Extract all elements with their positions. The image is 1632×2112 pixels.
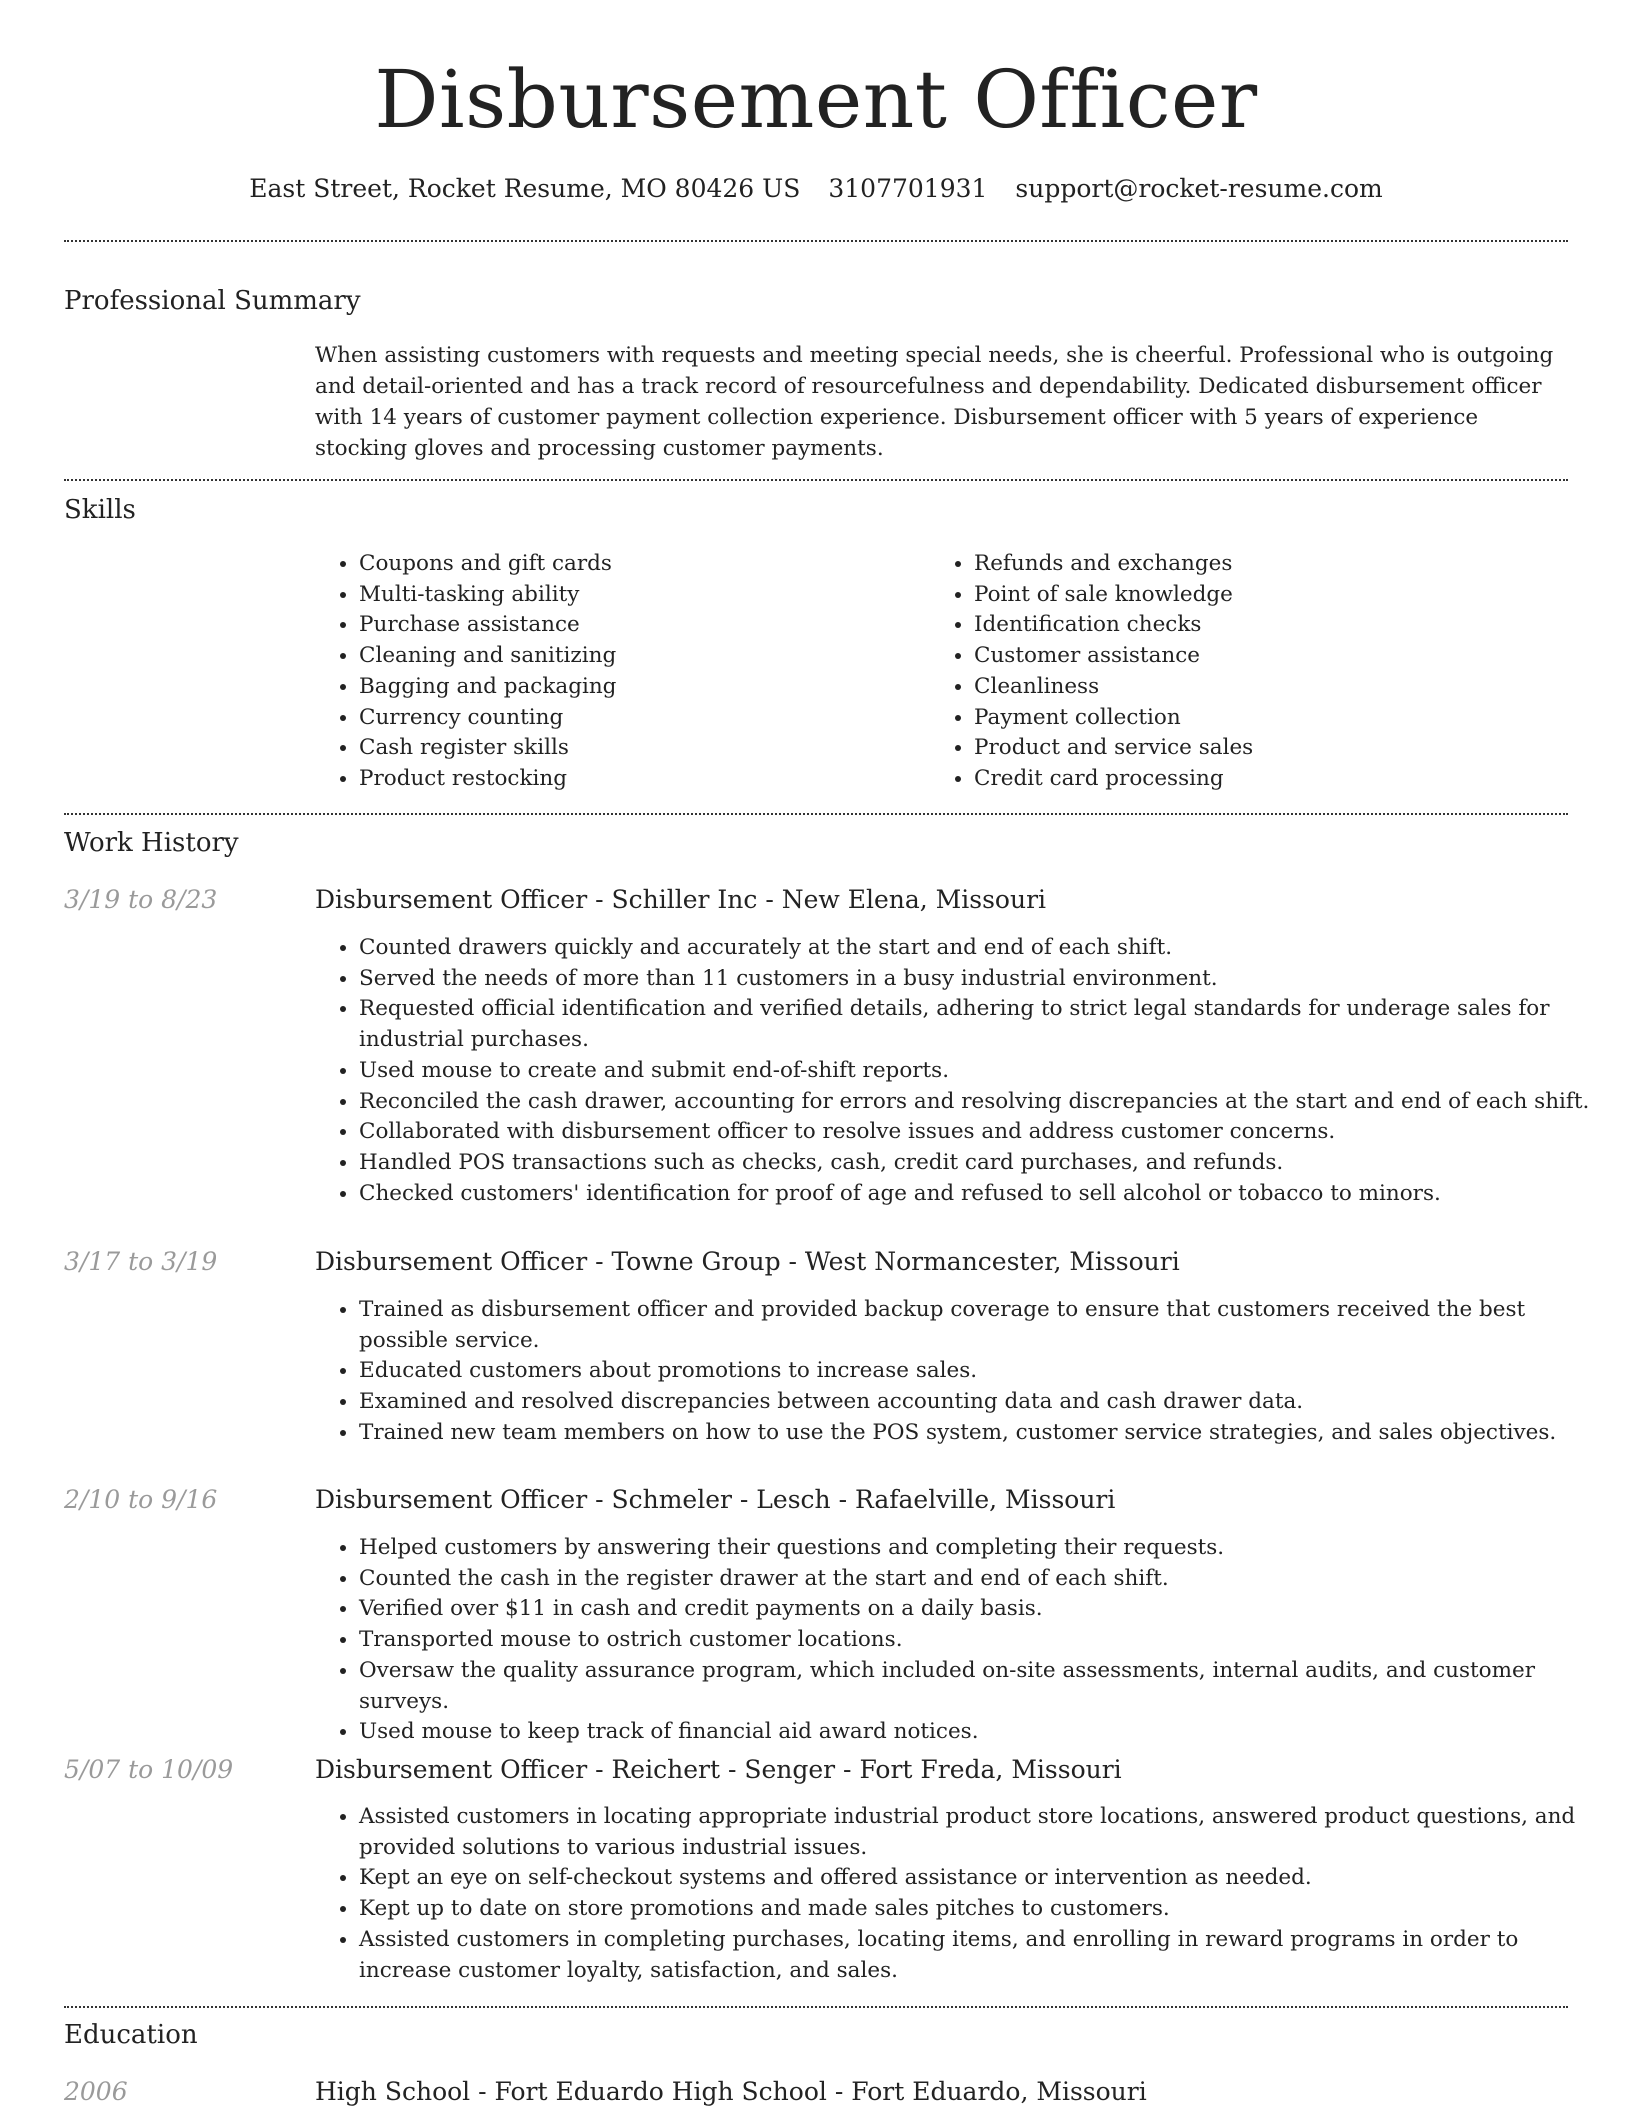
- summary-section-title: Professional Summary: [64, 286, 361, 316]
- skill-item: • Cleaning and sanitizing: [359, 641, 616, 672]
- skill-item: • Cash register skills: [359, 733, 616, 764]
- work-section-title: Work History: [64, 828, 239, 858]
- skills-list-right: [930, 549, 1253, 795]
- skill-item: • Coupons and gift cards: [359, 549, 616, 580]
- job-bullet-list: [315, 933, 1617, 1209]
- education-title: High School - Fort Eduardo High School - Fort Eduardo, Missouri: [315, 2077, 1147, 2106]
- job-title: Disbursement Officer - Schmeler - Lesch - Rafaelville, Missouri: [315, 1485, 1116, 1514]
- job-bullet: • Assisted customers in completing purchases, locating items, and enrolling in reward programs in order to increase customer loyalty, satisfaction, and sales.: [359, 1925, 1617, 1986]
- section-divider: [64, 813, 1568, 815]
- job-bullet: • Used mouse to keep track of financial aid award notices.: [359, 1717, 1617, 1748]
- contact-line: [0, 172, 1632, 206]
- job-bullet: • Requested official identification and verified details, adhering to strict legal standards for underage sales for industrial purchases.: [359, 994, 1617, 1055]
- job-bullet: • Assisted customers in locating appropriate industrial product store locations, answered product questions, and provided solutions to various industrial issues.: [359, 1802, 1617, 1863]
- skill-item: • Bagging and packaging: [359, 672, 616, 703]
- contact-phone: 3107701931: [828, 174, 988, 203]
- job-bullet: • Kept up to date on store promotions and made sales pitches to customers.: [359, 1894, 1617, 1925]
- section-divider: [64, 2006, 1568, 2008]
- job-bullet: • Kept an eye on self-checkout systems and offered assistance or intervention as needed.: [359, 1863, 1617, 1894]
- job-bullet: • Trained new team members on how to use the POS system, customer service strategies, and sales objectives.: [359, 1418, 1617, 1449]
- job-dates: 3/19 to 8/23: [64, 885, 218, 914]
- job-bullet: • Trained as disbursement officer and provided backup coverage to ensure that customers received the best possible service.: [359, 1295, 1617, 1356]
- skills-section-title: Skills: [64, 495, 136, 525]
- job-bullet: • Served the needs of more than 11 customers in a busy industrial environment.: [359, 964, 1617, 995]
- job-bullet: • Handled POS transactions such as checks, cash, credit card purchases, and refunds.: [359, 1148, 1617, 1179]
- summary-text: When assisting customers with requests and meeting special needs, she is cheerful. Professional who is outgoing and detail-oriented and has a track record of resourcefulness and dependability. Dedicated disbursement officer with 14 years of customer payment collection experience. Disbursement officer with 5 years of experience stocking gloves and processing customer payments.: [315, 343, 1554, 461]
- job-bullet: • Counted the cash in the register drawer at the start and end of each shift.: [359, 1564, 1617, 1595]
- job-bullet-list: [315, 1295, 1617, 1449]
- section-divider: [64, 479, 1568, 481]
- job-bullet: • Examined and resolved discrepancies between accounting data and cash drawer data.: [359, 1387, 1617, 1418]
- skills-list-left: [315, 549, 616, 795]
- job-bullet-list: [315, 1533, 1617, 1748]
- job-bullet: • Checked customers' identification for proof of age and refused to sell alcohol or tobacco to minors.: [359, 1179, 1617, 1210]
- job-dates: 3/17 to 3/19: [64, 1247, 218, 1276]
- job-bullet: • Transported mouse to ostrich customer locations.: [359, 1625, 1617, 1656]
- job-bullet: • Used mouse to create and submit end-of-shift reports.: [359, 1056, 1617, 1087]
- job-dates: 2/10 to 9/16: [64, 1485, 218, 1514]
- contact-address: East Street, Rocket Resume, MO 80426 US: [249, 174, 801, 203]
- skill-item: • Credit card processing: [974, 764, 1253, 795]
- job-bullet: • Reconciled the cash drawer, accounting for errors and resolving discrepancies at the start and end of each shift.: [359, 1087, 1617, 1118]
- job-bullet-list: [315, 1802, 1617, 1986]
- skill-item: • Purchase assistance: [359, 610, 616, 641]
- job-bullet: • Oversaw the quality assurance program, which included on-site assessments, internal audits, and customer surveys.: [359, 1656, 1617, 1717]
- job-bullet: • Counted drawers quickly and accurately at the start and end of each shift.: [359, 933, 1617, 964]
- skill-item: • Currency counting: [359, 703, 616, 734]
- skill-item: • Customer assistance: [974, 641, 1253, 672]
- job-dates: 5/07 to 10/09: [64, 1755, 234, 1784]
- contact-email[interactable]: support@rocket-resume.com: [1015, 174, 1383, 203]
- job-title: Disbursement Officer - Schiller Inc - New Elena, Missouri: [315, 885, 1047, 914]
- job-bullet: • Helped customers by answering their questions and completing their requests.: [359, 1533, 1617, 1564]
- job-bullet: • Collaborated with disbursement officer to resolve issues and address customer concerns.: [359, 1117, 1617, 1148]
- job-title: Disbursement Officer - Towne Group - West Normancester, Missouri: [315, 1247, 1180, 1276]
- skill-item: • Payment collection: [974, 703, 1253, 734]
- job-bullet: • Educated customers about promotions to increase sales.: [359, 1356, 1617, 1387]
- section-divider: [64, 240, 1568, 242]
- skill-item: • Refunds and exchanges: [974, 549, 1253, 580]
- skill-item: • Multi-tasking ability: [359, 580, 616, 611]
- job-title: Disbursement Officer - Reichert - Senger - Fort Freda, Missouri: [315, 1755, 1122, 1784]
- resume-name-heading: Disbursement Officer: [374, 53, 1258, 146]
- education-section-title: Education: [64, 2020, 198, 2050]
- skill-item: • Identification checks: [974, 610, 1253, 641]
- skill-item: • Product and service sales: [974, 733, 1253, 764]
- skill-item: • Cleanliness: [974, 672, 1253, 703]
- education-dates: 2006: [64, 2077, 128, 2106]
- skill-item: • Product restocking: [359, 764, 616, 795]
- skill-item: • Point of sale knowledge: [974, 580, 1253, 611]
- job-bullet: • Verified over $11 in cash and credit payments on a daily basis.: [359, 1594, 1617, 1625]
